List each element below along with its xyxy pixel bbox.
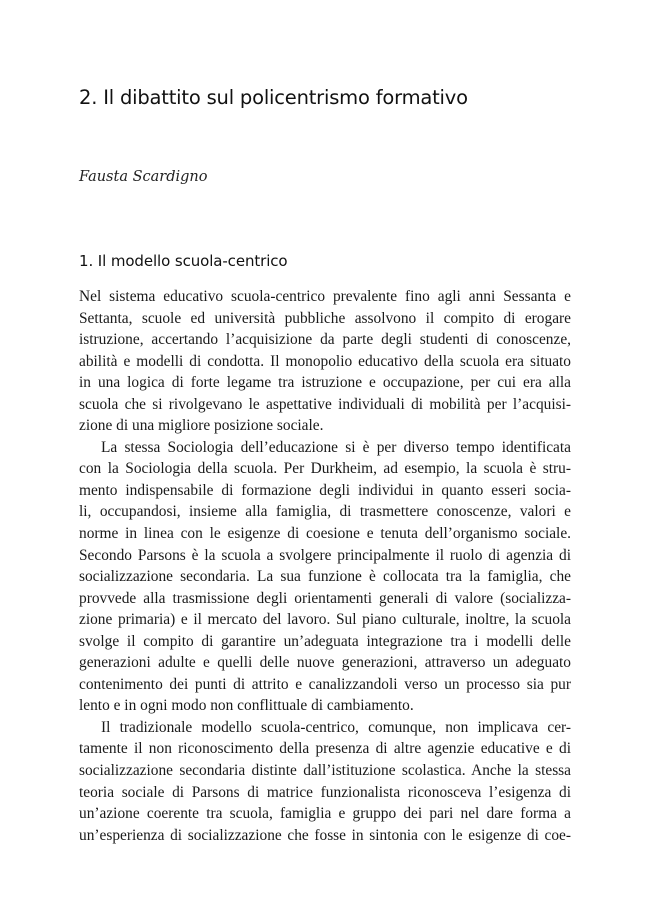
text-line: Secondo Parsons è la scuola a svolgere principalmente il ruolo di agenzia di	[79, 546, 571, 564]
text-line: zione primaria) e il mercato del lavoro. Sul piano culturale, inoltre, la scuola	[79, 611, 571, 629]
text-line: in una logica di forte legame tra istruzione e occupazione, per cui era alla	[79, 374, 571, 392]
text-line: tamente il non riconoscimento della presenza di altre agenzie educative e di	[79, 740, 571, 758]
text-line: li, occupandosi, insieme alla famiglia, di trasmettere conoscenze, valori e	[79, 503, 571, 521]
text-line: Nel sistema educativo scuola-centrico prevalente fino agli anni Sessanta e	[79, 288, 571, 305]
text-line: Settanta, scuole ed università pubbliche assolvono il compito di erogare	[79, 309, 571, 327]
text-line: provvede alla trasmissione degli orientamenti generali di valore (socializza-	[79, 589, 571, 607]
text-line: mento indispensabile di formazione degli individui in quanto esseri socia-	[79, 481, 571, 499]
text-line: svolge il compito di garantire un’adeguata integrazione tra i modelli delle	[79, 632, 571, 650]
chapter-title: 2. Il dibattito sul policentrismo formativo	[79, 86, 468, 109]
text-line: norme in linea con le esigenze di coesione e tenuta dell’organismo sociale.	[79, 525, 571, 543]
text-line: abilità e modelli di condotta. Il monopolio educativo della scuola era situato	[79, 352, 571, 370]
text-line: un’azione coerente tra scuola, famiglia e gruppo dei pari nel dare forma a	[79, 805, 571, 823]
text-line: La stessa Sociologia dell’educazione si è per diverso tempo identificata	[101, 438, 571, 456]
text-line: Il tradizionale modello scuola-centrico, comunque, non implicava cer-	[101, 718, 571, 736]
text-line: scuola che si rivolgevano le aspettative individuali di mobilità per l’acquisi-	[79, 395, 571, 413]
text-line: zione di una migliore posizione sociale.	[79, 417, 324, 435]
text-line: un’esperienza di socializzazione che fosse in sintonia con le esigenze di coe-	[79, 826, 571, 844]
text-line: lento e in ogni modo non conflittuale di cambiamento.	[79, 697, 414, 715]
body-text	[79, 286, 571, 846]
text-line: istruzione, accertando l’acquisizione da parte degli studenti di conoscenze,	[79, 331, 571, 349]
section-title: 1. Il modello scuola-centrico	[79, 252, 288, 270]
text-line: socializzazione secondaria. La sua funzione è collocata tra la famiglia, che	[79, 568, 571, 586]
text-line: socializzazione secondaria distinte dall’istituzione scolastica. Anche la stessa	[79, 762, 571, 780]
text-line: contenimento dei punti di attrito e canalizzandoli verso un processo sia pur	[79, 675, 571, 693]
author-name: Fausta Scardigno	[79, 169, 208, 185]
text-line: generazioni adulte e quelli delle nuove generazioni, attraverso un adeguato	[79, 654, 571, 672]
text-line: con la Sociologia della scuola. Per Durkheim, ad esempio, la scuola è stru-	[79, 460, 571, 478]
text-line: teoria sociale di Parsons di matrice funzionalista riconosceva l’esigenza di	[79, 783, 571, 801]
